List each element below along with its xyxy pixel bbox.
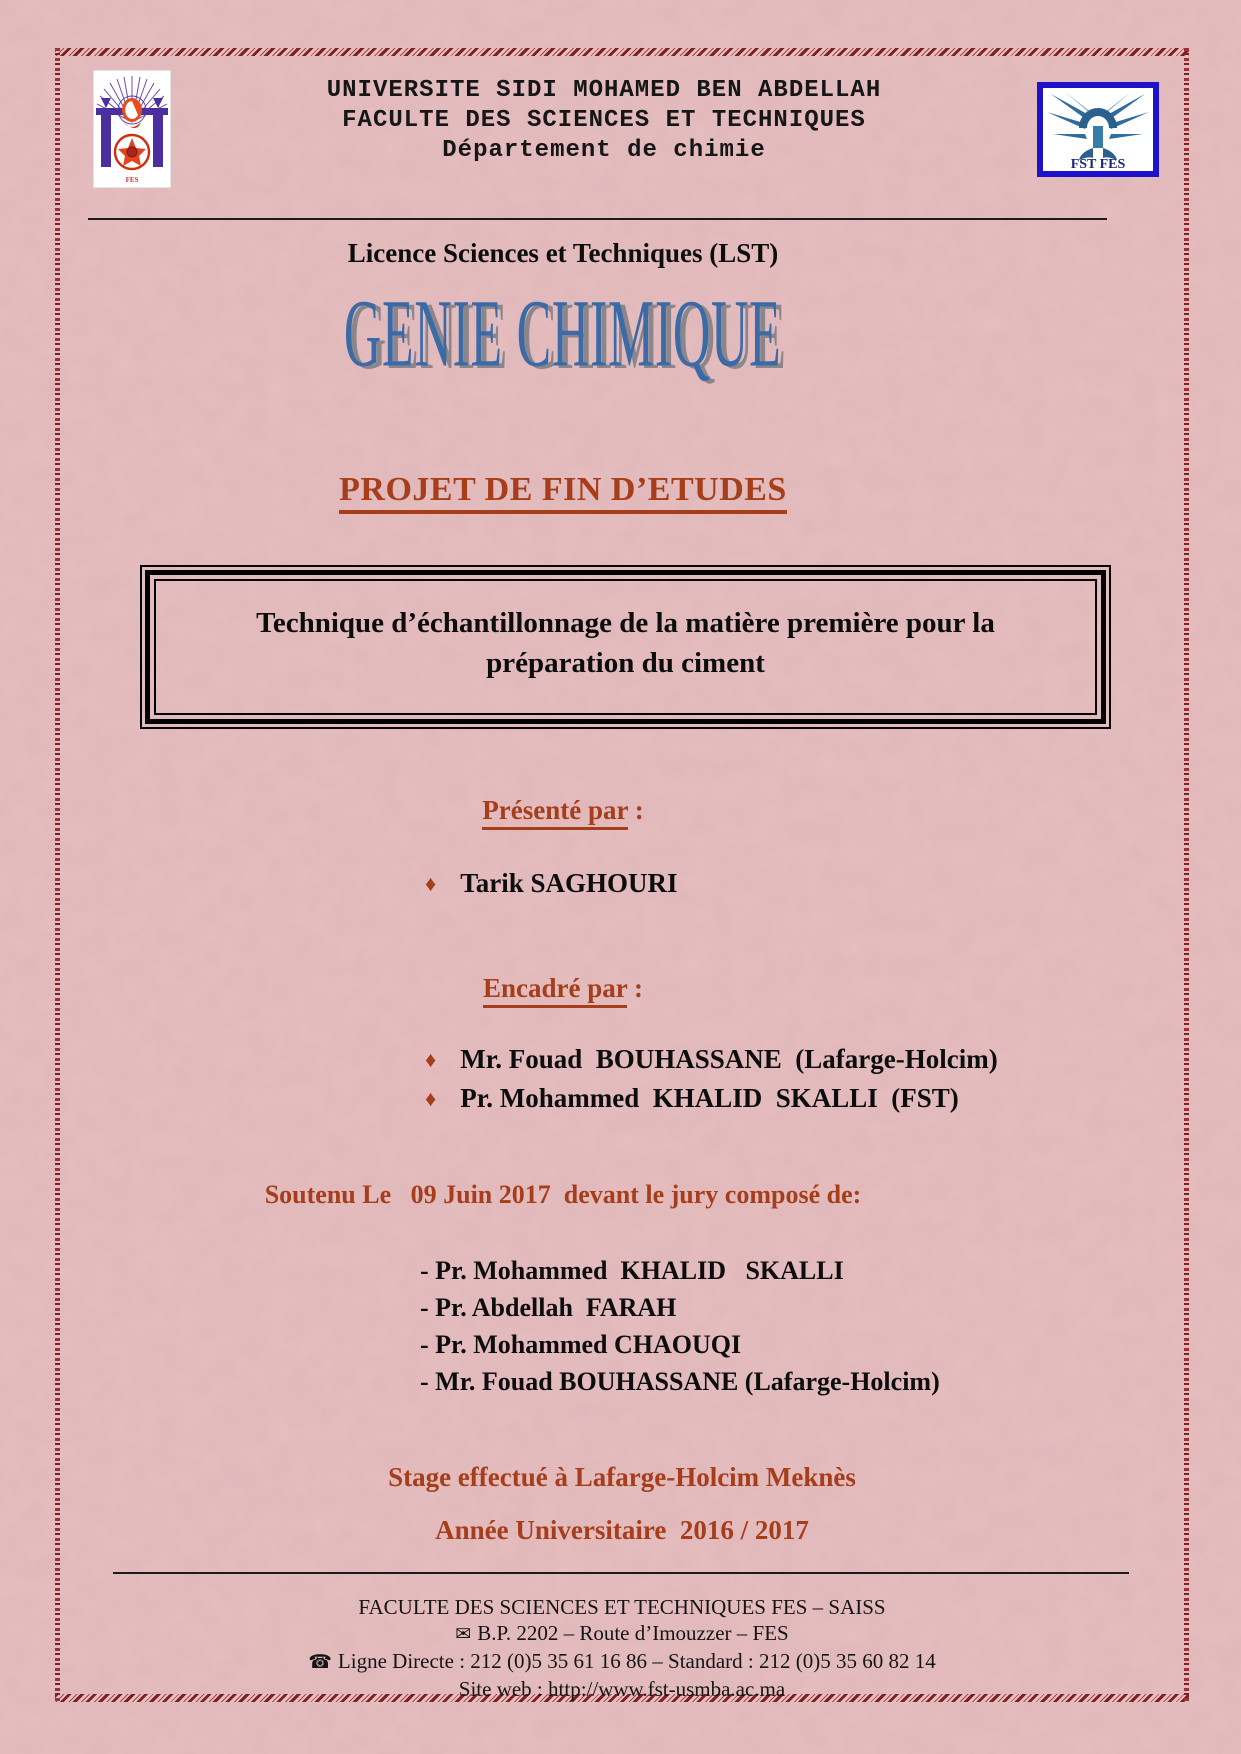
document-type-label: PROJET DE FIN D’ETUDES [339,471,787,514]
supervisor-name: Mr. Fouad BOUHASSANE (Lafarge-Holcim) [460,1044,998,1074]
usmba-crest-logo [93,70,171,188]
author-name: Tarik SAGHOURI [460,868,678,898]
header-divider-line [88,218,1107,220]
diamond-bullet-icon: ♦ [425,1086,437,1111]
title-box-middle-border [145,570,1106,724]
program-title: Licence Sciences et Techniques (LST) [347,238,779,268]
faculty-name: FACULTE DES SCIENCES ET TECHNIQUES [342,107,866,134]
footer-address-line [55,1620,1189,1648]
jury-member: - Pr. Mohammed KHALID SKALLI [420,1256,844,1285]
supervised-by-label: Encadré par [483,973,627,1008]
footer-address-text: B.P. 2202 – Route d’Imouzzer – FES [477,1621,789,1645]
page-content [55,48,1189,1702]
diamond-bullet-icon: ♦ [425,1047,437,1072]
crest-caption: FES [125,176,139,184]
author-row [425,868,1189,899]
presented-by-colon: : [627,795,644,825]
footer-phone-line [55,1648,1189,1676]
mail-icon: ✉ [455,1624,472,1645]
thesis-title: Technique d’échantillonnage de la matière première pour la préparation du ciment [256,607,995,679]
presented-by-label: Présenté par [482,795,628,830]
document-type [55,471,1189,509]
supervised-by-colon: : [627,973,643,1003]
fst-logo-caption: FST FES [1070,157,1126,172]
title-box-inner-border [154,579,1097,715]
title-box [140,565,1111,729]
jury-member: - Mr. Fouad BOUHASSANE (Lafarge-Holcim) [420,1367,940,1396]
phone-icon: ☎ [308,1652,332,1673]
university-name: UNIVERSITE SIDI MOHAMED BEN ABDELLAH [326,77,882,104]
major-title-wrap [55,281,1189,389]
supervisor-row [425,1083,1189,1114]
footer-divider-line [113,1572,1129,1574]
academic-year-line: Année Universitaire 2016 / 2017 [435,1515,809,1545]
supervisor-row [425,1044,1189,1075]
footer-faculty-line: FACULTE DES SCIENCES ET TECHNIQUES FES – SAISS [358,1595,886,1619]
footer [55,1594,1189,1702]
department-name: Département de chimie [442,137,766,164]
presented-by-heading [55,795,1189,826]
footer-website-line: Site web : http://www.fst-usmba.ac.ma [458,1677,786,1701]
jury-member: - Pr. Abdellah FARAH [420,1293,677,1322]
header-text [171,68,1037,166]
footer-phone-text: Ligne Directe : 212 (0)5 35 61 16 86 – Standard : 212 (0)5 35 60 82 14 [337,1649,936,1673]
diamond-bullet-icon: ♦ [425,871,437,896]
supervisor-name: Pr. Mohammed KHALID SKALLI (FST) [460,1083,959,1113]
jury-member: - Pr. Mohammed CHAOUQI [420,1330,742,1359]
major-title: GENIE CHIMIQUE [344,281,782,388]
jury-list [420,1252,1189,1400]
header [93,68,1159,188]
supervised-by-heading [55,973,1189,1004]
fst-fes-logo [1037,82,1159,177]
internship-line: Stage effectué à Lafarge-Holcim Meknès [388,1462,856,1492]
defense-line: Soutenu Le 09 Juin 2017 devant le jury composé de: [264,1180,862,1209]
